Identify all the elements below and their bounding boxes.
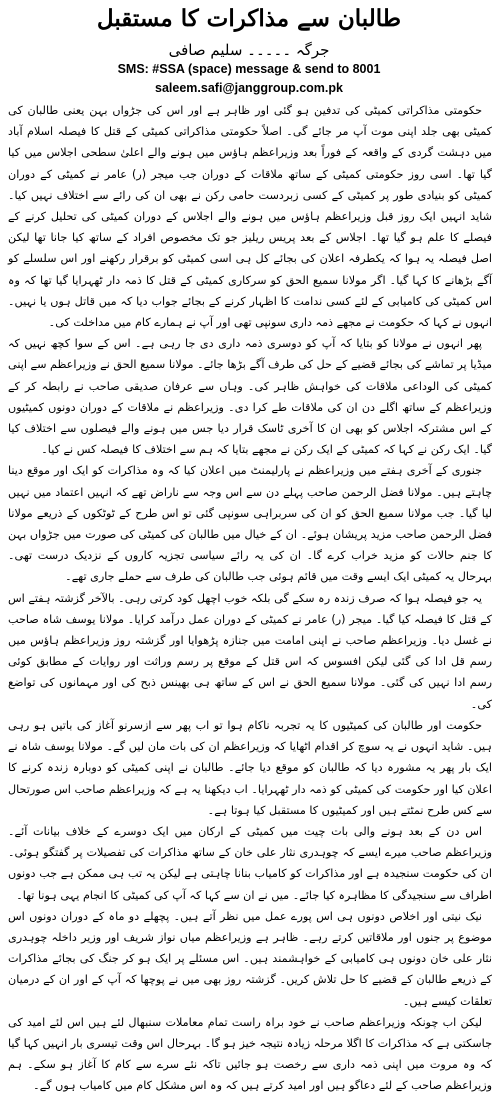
article-paragraph: لیکن اب چونکہ وزیراعظم صاحب نے خود براہ راست تمام معاملات سنبھال لئے ہیں اس لئے امید کی جاسکتی ہے کہ مذاکرات کا اگلا مرحلہ زیادہ نتیجہ خیز ہو گا۔ بہرحال اس وقت تیسری بار انہیں کہا گیا کہ وہ مروت میں اپنی ذمہ داری سے رخصت ہو جائیں تاکہ نئے سرے سے کام کا آغاز ہو سکے۔ ہم وزیراعظم صاحب کے لئے دعاگو ہیں اور امید کرتے ہیں کہ وہ اس مشکل کام میں کامیاب ہوں گے۔ bbox=[8, 1015, 492, 1093]
author-email: saleem.safi@janggroup.com.pk bbox=[155, 81, 343, 95]
article-paragraph: یہ جو فیصلہ ہوا کہ صرف زندہ رہ سکے گی بلکہ خوب اچھل کود کرتی رہی۔ بالآخر گزشتہ ہفتے اس کے قتل کا فیصلہ کیا گیا۔ میجر (ر) عامر نے کمیٹی کے دوران عمل درآمد کرایا۔ مولانا یوسف شاہ صاحب نے غسل دیا۔ وزیراعظم صاحب نے اپنی امامت میں جنازہ پڑھوایا اور گزشتہ روز وزیراعظم ہاؤس میں رسم قل ادا کی گئی لیکن افسوس کہ اس قتل کے موقع پر رسم وراثت اور روایات کے مطابق کوئی رسم ادا نہیں کی گئی۔ مولانا سمیع الحق نے اس کے ساتھ ہی بھینس ذبح کی اور مہمانوں کی تواضع کی۔ bbox=[8, 591, 492, 711]
article-paragraph: حکومت اور طالبان کی کمیٹیوں کا یہ تجربہ ناکام ہوا تو اب پھر سے ازسرنو آغاز کی باتیں ہو رہی ہیں۔ شاید انہوں نے یہ سوچ کر اقدام اٹھایا کہ وزیراعظم ان کی بات مان لیں گے۔ مولانا یوسف شاہ نے ایک بار پھر یہ مشورہ دیا کہ طالبان کو موقع دیا جائے۔ طالبان نے اپنی کمیٹی کو دوبارہ زندہ کرنے کا اعلان کیا اور حکومت کی کمیٹی کو ذمہ دار ٹھہرایا۔ اب دیکھنا یہ ہے کہ وزیراعظم صاحب اس صورتحال سے کس طرح نمٹتے ہیں اور کمیٹیوں کا مستقبل کیا ہوتا ہے۔ bbox=[8, 718, 492, 817]
article-title: طالبان سے مذاکرات کا مستقبل bbox=[96, 5, 402, 32]
article-paragraph: نیک نیتی اور اخلاص دونوں ہی اس پورے عمل میں نظر آتے ہیں۔ پچھلے دو ماہ کے دوران دونوں اس موضوع پر جنوں اور ملاقاتیں کرتے رہے۔ ظاہر ہے وزیراعظم میاں نواز شریف اور وزیر داخلہ چوہدری نثار علی خان دونوں ہی کامیابی کے خواہشمند ہیں۔ اس مسئلے پر ایک ہو کر جنگ کی بجائے مذاکرات کے ذریعے طالبان کے قضیے کا حل تلاش کریں۔ گزشتہ روز بھی میں نے پوچھا کہ آپ کے اور ان کے درمیان تعلقات کیسے ہیں۔ bbox=[8, 909, 492, 1008]
article-paragraph: اس دن کے بعد ہونے والی بات چیت میں کمیٹی کے ارکان میں ایک دوسرے کے خلاف بیانات آئے۔ وزیراعظم صاحب میرے ایسے کہ چوہدری نثار علی خان کے ساتھ مذاکرات کی تفصیلات پر گفتگو ہوئی۔ ان کی حکومت سنجیدہ ہے اور مذاکرات کو کامیاب بنانا چاہتی ہے لیکن یہ تب ہی ممکن ہے جب دونوں اطراف سے سنجیدگی کا مظاہرہ کیا جائے۔ میں نے ان سے کہا کہ آپ کی کمیٹی کا انجام یہی ہونا تھا۔ bbox=[8, 824, 492, 902]
article-body bbox=[8, 100, 492, 1093]
sms-instruction: SMS: #SSA (space) message & send to 8001 bbox=[117, 62, 381, 76]
article-paragraph: جنوری کے آخری ہفتے میں وزیراعظم نے پارلیمنٹ میں اعلان کیا کہ وہ مذاکرات کو ایک اور موقع دینا چاہتے ہیں۔ مولانا فضل الرحمن صاحب پہلے دن سے اس وجہ سے ناراض تھے کہ انہیں اعتماد میں نہیں لیا گیا۔ جب مولانا سمیع الحق کو ان کی سربراہی سونپی گئی تو اس طرح کے ٹوٹکوں کے ذریعے مولانا فضل الرحمن صاحب مزید پریشان ہوئے۔ ان کے خیال میں طالبان کی کمیٹی کی صورت میں جڑواں بہن کا جنم حالات کو مزید خراب کرے گا۔ ان کی یہ رائے سیاسی تجزیہ کاروں کے نزدیک درست تھی۔ بہرحال یہ کمیٹی ایک ایسے وقت میں قائم ہوئی جب طالبان کی طرف سے حملے جاری تھے۔ bbox=[8, 464, 492, 584]
article-paragraph: حکومتی مذاکراتی کمیٹی کی تدفین ہو گئی اور ظاہر ہے اور اس کی جڑواں بہن یعنی طالبان کی کمیٹی بھی جلد اپنی موت آپ مر جائے گی۔ اصلاً حکومتی مذاکراتی کمیٹی کے قتل کا فیصلہ اسلام آباد میں دہشت گردی کے واقعہ کے فوراً بعد وزیراعظم ہاؤس میں ہونے والے اعلیٰ سطحی اجلاس میں کیا گیا تھا۔ اسی روز حکومتی کمیٹی کے ساتھ ملاقات کے دوران جب میجر (ر) عامر نے کمیٹی کے دوران کمیٹی کو بنیادی طور پر کمیٹی کے کسی زبردست حامی رکن نے بھی ان کی رائے سے اختلاف نہیں کیا۔ شاید انہیں ایک روز قبل وزیراعظم ہاؤس میں ہونے والے اجلاس کے دوران کمیٹی کی تحلیل کرنے کے فیصلے کا علم ہو گیا تھا۔ اجلاس کے بعد پریس ریلیز جو تک مخصوص افراد کے ساتھ کیا جانا تھا لیکن اصل فیصلہ یہ ہوا کہ یکطرفہ اعلان کی بجائے کل ہی اسی کمیٹی کو برقرار رکھنے اور اس سلسلے کو آگے بڑھانے کا کہا گیا۔ اگر مولانا سمیع الحق کو سرکاری کمیٹی کے قتل کا ذمہ دار ٹھہرایا گیا تھا کہ وہ اس کمیٹی کی کامیابی کے لئے کسی ندامت کا اظہار کرنے کے بجائے جواب دیا کہ میں قاتل ہوں یا نہیں۔ انہوں نے کہا کہ حکومت نے مجھے ذمہ داری سونپی تھی اور آپ نے ہمارے کام میں مداخلت کی۔ bbox=[8, 104, 492, 330]
author-byline: جرگہ ۔۔۔۔۔ سلیم صافی bbox=[168, 41, 330, 59]
article-paragraph: پھر انہوں نے مولانا کو بتایا کہ آپ کو دوسری ذمہ داری دی جا رہی ہے۔ اس کے سوا کچھ نہیں کہ میڈیا پر تماشے کی بجائے قضیے کے حل کی طرف آگے بڑھا جائے۔ مولانا سمیع الحق نے وزیراعظم سے اپنی کمیٹی کی الوداعی ملاقات کی خواہش ظاہر کی۔ وہاں سے عرفان صدیقی صاحب نے رابطہ کر کے وزیراعظم کے ساتھ اگلے دن ان کی ملاقات طے کرا دی۔ وزیراعظم نے ملاقات کے دوران دونوں کمیٹیوں کے اس مشترکہ اجلاس کو بھی ان کا آخری ٹاسک قرار دیا جس میں ہونے والے فیصلوں سے اختلاف کیا گیا۔ ایک رکن نے کہا کہ کمیٹی کے ایک رکن نے مجھے بتایا کہ ہم سے اختلاف کا فیصلہ کس نے کیا۔ bbox=[8, 337, 492, 457]
